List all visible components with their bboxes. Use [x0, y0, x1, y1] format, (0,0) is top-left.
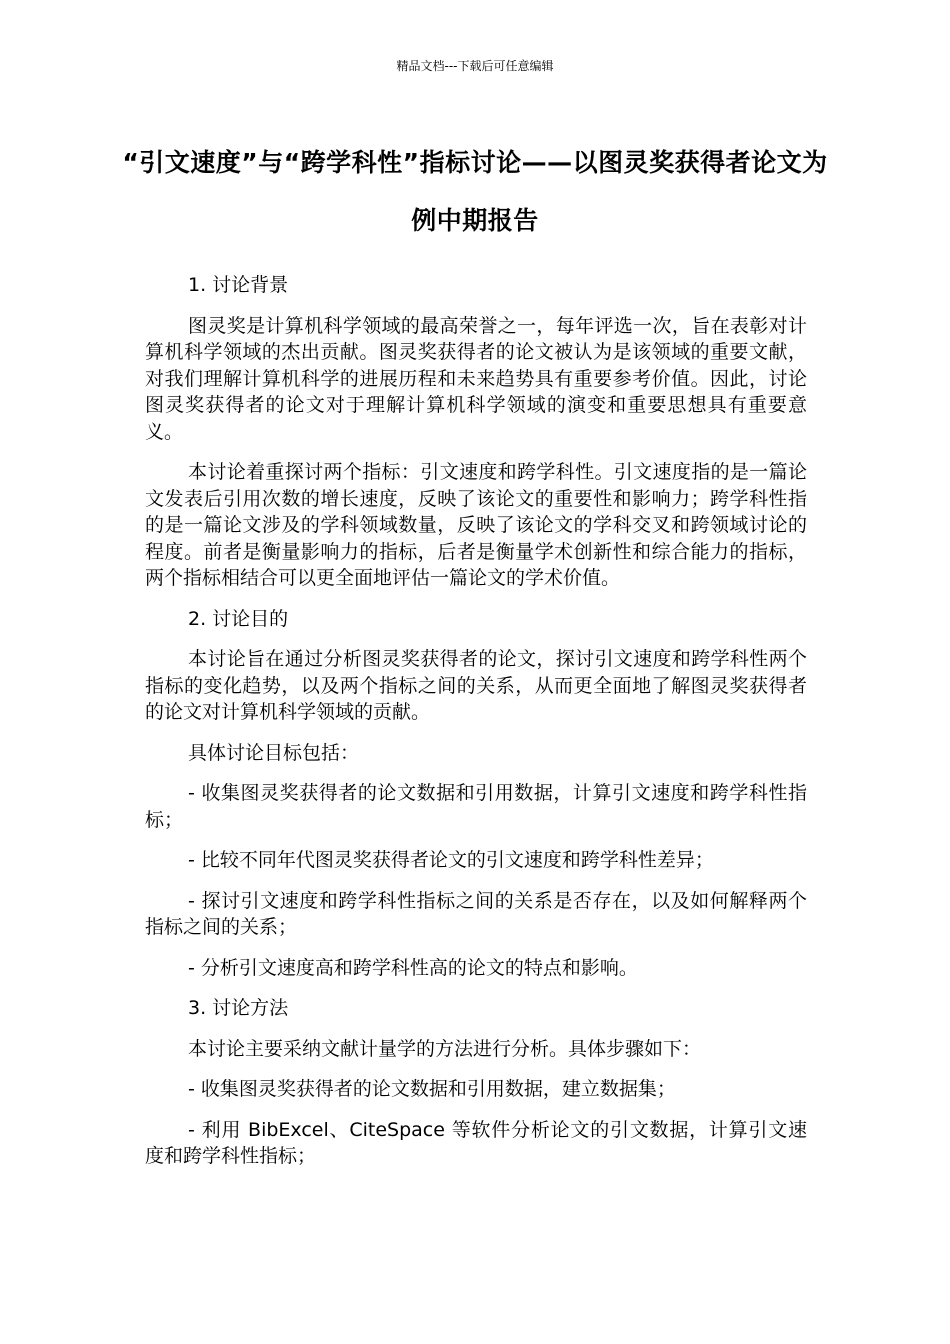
- paragraph: 本讨论主要采纳文献计量学的方法进行分析。具体步骤如下：: [188, 1037, 702, 1060]
- section-heading-background: 1. 讨论背景: [188, 274, 289, 296]
- section-heading-method: 3. 讨论方法: [188, 997, 289, 1019]
- paragraph: 具体讨论目标包括：: [188, 741, 360, 764]
- paragraph: 本讨论着重探讨两个指标：引文速度和跨学科性。引文速度指的是一篇论文发表后引用次数的增长速度，反映了该论文的重要性和影响力；跨学科性指的是一篇论文涉及的学科领域数量，反映了该论文的学科交叉和跨领域讨论的程度。前者是衡量影响力的指标，后者是衡量学术创新性和综合能力的指标，两个指标相结合可以更全面地评估一篇论文的学术价值。: [145, 461, 807, 589]
- paragraph: 本讨论旨在通过分析图灵奖获得者的论文，探讨引文速度和跨学科性两个指标的变化趋势，以及两个指标之间的关系，从而更全面地了解图灵奖获得者的论文对计算机科学领域的贡献。: [145, 648, 807, 723]
- paragraph: 图灵奖是计算机科学领域的最高荣誉之一，每年评选一次，旨在表彰对计算机科学领域的杰出贡献。图灵奖获得者的论文被认为是该领域的重要文献，对我们理解计算机科学的进展历程和未来趋势具有重要参考价值。因此，讨论图灵奖获得者的论文对于理解计算机科学领域的演变和重要思想具有重要意义。: [145, 314, 807, 443]
- list-item: - 利用 BibExcel、CiteSpace 等软件分析论文的引文数据，计算引文速度和跨学科性指标；: [145, 1118, 807, 1167]
- list-item: - 分析引文速度高和跨学科性高的论文的特点和影响。: [188, 956, 638, 979]
- list-item: - 收集图灵奖获得者的论文数据和引用数据，建立数据集；: [188, 1078, 676, 1100]
- list-item: - 探讨引文速度和跨学科性指标之间的关系是否存在，以及如何解释两个指标之间的关系；: [145, 889, 807, 938]
- list-item: - 比较不同年代图灵奖获得者论文的引文速度和跨学科性差异；: [188, 849, 714, 871]
- document-title: “引文速度”与“跨学科性”指标讨论——以图灵奖获得者论文为例中期报告: [122, 148, 828, 235]
- document-body: [145, 272, 807, 1184]
- page-header-note: 精品文档---下载后可任意编辑: [396, 59, 554, 73]
- list-item: - 收集图灵奖获得者的论文数据和引用数据，计算引文速度和跨学科性指标；: [145, 782, 807, 831]
- section-heading-purpose: 2. 讨论目的: [188, 607, 289, 630]
